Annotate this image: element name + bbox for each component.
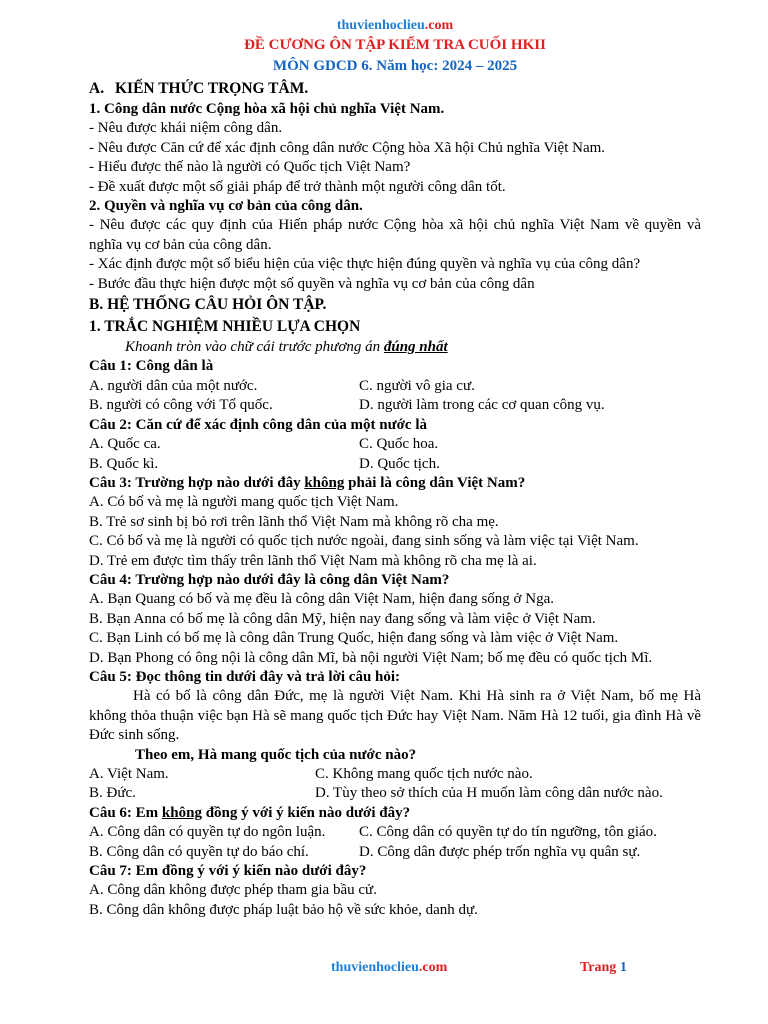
option-b: B. Trẻ sơ sinh bị bỏ rơi trên lãnh thổ Việt Nam mà không rõ cha mẹ. xyxy=(89,513,499,530)
question-2-stem: Câu 2: Căn cứ để xác định công dân của một nước là xyxy=(89,416,428,433)
page-label: Trang xyxy=(580,960,620,975)
section-a-mark: A. xyxy=(89,80,105,97)
site-header xyxy=(89,16,701,35)
instruction-emphasis: đúng nhất xyxy=(383,339,448,356)
question-2-row1 xyxy=(89,435,701,454)
stem-emphasis: không xyxy=(161,804,202,821)
option-b: B. Công dân không được pháp luật bảo hộ về sức khỏe, danh dự. xyxy=(89,901,478,918)
option-c: C. người vô gia cư. xyxy=(359,377,475,394)
option-c: C. Có bố và mẹ là người có quốc tịch nước ngoài, đang sinh sống và làm việc tại Việt Nam. xyxy=(89,533,639,550)
instruction-text: Khoanh tròn vào chữ cái trước phương án xyxy=(125,339,384,356)
option-a: A. Công dân có quyền tự do ngôn luận. xyxy=(89,824,326,841)
option-d: D. Quốc tịch. xyxy=(359,455,440,472)
option-b: B. Công dân có quyền tự do báo chí. xyxy=(89,843,309,860)
topic1-heading: 1. Công dân nước Cộng hòa xã hội chủ nghĩa Việt Nam. xyxy=(89,101,445,117)
topic1-item: - Nêu được Căn cứ để xác định công dân nước Cộng hòa Xã hội Chủ nghĩa Việt Nam. xyxy=(89,139,606,156)
option-d: D. người làm trong các cơ quan công vụ. xyxy=(359,397,605,414)
question-6-stem xyxy=(89,804,701,823)
section-a-heading xyxy=(89,78,701,100)
option-d: D. Công dân được phép trốn nghĩa vụ quân sự. xyxy=(359,843,641,860)
question-5-row1 xyxy=(89,765,701,784)
section-a-title: KIẾN THỨC TRỌNG TÂM. xyxy=(115,80,309,97)
page-number xyxy=(580,960,627,976)
question-1-stem: Câu 1: Công dân là xyxy=(89,358,214,375)
topic1-item: - Hiểu được thế nào là người có Quốc tịch Việt Nam? xyxy=(89,159,411,176)
stem-text: Câu 6: Em xyxy=(89,804,162,821)
question-7-stem: Câu 7: Em đồng ý với ý kiến nào dưới đây? xyxy=(89,863,367,880)
footer-site-name: thuvienhoclieu xyxy=(331,960,419,975)
option-d: D. Bạn Phong có ông nội là công dân Mĩ, bà nội người Việt Nam; bố mẹ đều có quốc tịch Mĩ. xyxy=(89,649,653,666)
option-c: C. Bạn Linh có bố mẹ là công dân Trung Quốc, hiện đang sống và làm việc ở Việt Nam. xyxy=(89,630,619,647)
option-a: A. Việt Nam. xyxy=(89,766,169,782)
option-a: A. người dân của một nước. xyxy=(89,377,258,394)
stem-text: phải là công dân Việt Nam? xyxy=(344,474,526,491)
stem-text: đồng ý với ý kiến nào dưới đây? xyxy=(201,804,411,821)
footer-site xyxy=(331,960,447,976)
site-domain: .com xyxy=(424,18,454,33)
question-5-stem: Câu 5: Đọc thông tin dưới đây và trả lời câu hỏi: xyxy=(89,668,401,685)
question-1-row1 xyxy=(89,377,701,396)
option-b: B. Đức. xyxy=(89,785,136,802)
section-b-heading: B. HỆ THỐNG CÂU HỎI ÔN TẬP. xyxy=(89,296,327,314)
option-b: B. Bạn Anna có bố mẹ là công dân Mỹ, hiện nay đang sống và làm việc ở Việt Nam. xyxy=(89,610,596,627)
question-1-row2 xyxy=(89,396,701,415)
question-3-stem xyxy=(89,474,701,493)
section-b-sub1: 1. TRẮC NGHIỆM NHIỀU LỰA CHỌN xyxy=(89,318,361,336)
topic2-item: - Bước đầu thực hiện được một số quyền và nghĩa vụ cơ bản của công dân xyxy=(89,275,535,292)
document-page xyxy=(89,16,701,920)
question-2-row2 xyxy=(89,455,701,474)
option-c: C. Quốc hoa. xyxy=(359,436,439,453)
option-a: A. Có bố và mẹ là người mang quốc tịch Việt Nam. xyxy=(89,494,399,511)
page-number-value: 1 xyxy=(619,960,627,975)
question-6-row2 xyxy=(89,843,701,862)
option-d: D. Tùy theo sở thích của H muốn làm công dân nước nào. xyxy=(315,785,663,802)
topic2-heading: 2. Quyền và nghĩa vụ cơ bản của công dân. xyxy=(89,198,363,215)
option-a: A. Bạn Quang có bố và mẹ đều là công dân Việt Nam, hiện đang sống ở Nga. xyxy=(89,591,554,608)
question-5-passage: Hà có bố là công dân Đức, mẹ là người Việt Nam. Khi Hà sinh ra ở Việt Nam, bố mẹ Hà không thỏa thuận việc bạn Hà sẽ mang quốc tịch Đức hay Việt Nam. Năm Hà 12 tuổi, gia đình Hà về Đức sinh sống. xyxy=(89,688,701,744)
topic1-item: - Đề xuất được một số giải pháp để trở thành một người công dân tốt. xyxy=(89,178,506,195)
option-a: A. Quốc ca. xyxy=(89,436,161,453)
site-name: thuvienhoclieu xyxy=(336,18,425,33)
topic2-item: - Xác định được một số biểu hiện của việc thực hiện đúng quyền và nghĩa vụ của công dân? xyxy=(89,256,641,273)
question-5-question: Theo em, Hà mang quốc tịch của nước nào? xyxy=(135,746,417,763)
stem-text: Câu 3: Trường hợp nào dưới đây xyxy=(89,474,305,491)
topic2-item: - Nêu được các quy định của Hiến pháp nước Cộng hòa xã hội chủ nghĩa Việt Nam về quyền và nghĩa vụ cơ bản của công dân. xyxy=(89,217,701,253)
stem-emphasis: không xyxy=(304,474,345,491)
option-c: C. Công dân có quyền tự do tín ngưỡng, tôn giáo. xyxy=(359,824,657,841)
option-b: B. người có công với Tổ quốc. xyxy=(89,397,273,414)
option-b: B. Quốc kì. xyxy=(89,455,159,472)
question-4-stem: Câu 4: Trường hợp nào dưới đây là công dân Việt Nam? xyxy=(89,571,450,588)
topic1-item: - Nêu được khái niệm công dân. xyxy=(89,120,283,137)
instruction xyxy=(89,338,701,357)
page-footer xyxy=(0,960,768,980)
option-d: D. Trẻ em được tìm thấy trên lãnh thổ Việt Nam mà không rõ cha mẹ là ai. xyxy=(89,552,537,569)
option-c: C. Không mang quốc tịch nước nào. xyxy=(315,766,533,782)
document-title: ĐỀ CƯƠNG ÔN TẬP KIỂM TRA CUỐI HKII xyxy=(244,37,546,53)
option-a: A. Công dân không được phép tham gia bầu cử. xyxy=(89,882,377,899)
document-subtitle: MÔN GDCD 6. Năm học: 2024 – 2025 xyxy=(272,58,518,74)
question-5-row2 xyxy=(89,784,701,803)
question-6-row1 xyxy=(89,823,701,842)
footer-site-domain: .com xyxy=(418,960,448,975)
